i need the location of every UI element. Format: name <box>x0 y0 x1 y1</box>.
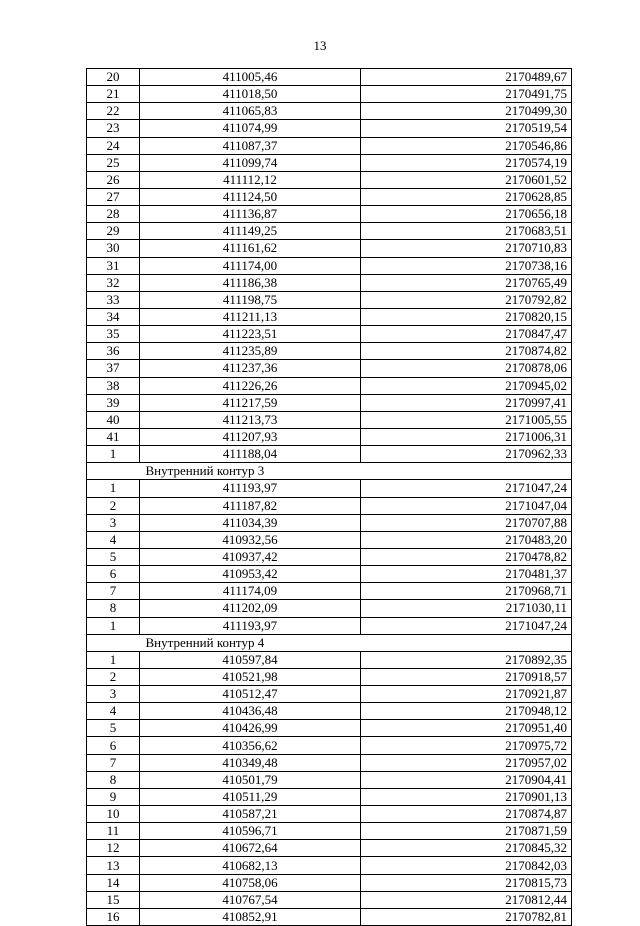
coordinates-table-body <box>87 69 572 926</box>
table-row <box>87 206 572 223</box>
x-coordinate-cell: 410596,71 <box>140 823 361 840</box>
x-coordinate-cell: 411193,97 <box>140 617 361 634</box>
x-coordinate-cell: 410953,42 <box>140 566 361 583</box>
point-number-cell: 27 <box>87 188 140 205</box>
x-coordinate-cell: 411034,39 <box>140 514 361 531</box>
y-coordinate-cell: 2170847,47 <box>361 326 572 343</box>
y-coordinate-cell: 2170904,41 <box>361 771 572 788</box>
x-coordinate-cell: 411198,75 <box>140 291 361 308</box>
section-title: Внутренний контур 4 <box>140 634 572 651</box>
y-coordinate-cell: 2170951,40 <box>361 720 572 737</box>
point-number-cell: 6 <box>87 566 140 583</box>
y-coordinate-cell: 2170812,44 <box>361 891 572 908</box>
point-number-cell: 12 <box>87 840 140 857</box>
y-coordinate-cell: 2170483,20 <box>361 531 572 548</box>
x-coordinate-cell: 410436,48 <box>140 703 361 720</box>
x-coordinate-cell: 411187,82 <box>140 497 361 514</box>
table-row <box>87 69 572 86</box>
x-coordinate-cell: 411074,99 <box>140 120 361 137</box>
table-row <box>87 857 572 874</box>
table-row <box>87 617 572 634</box>
y-coordinate-cell: 2170792,82 <box>361 291 572 308</box>
y-coordinate-cell: 2170782,81 <box>361 908 572 925</box>
y-coordinate-cell: 2170892,35 <box>361 651 572 668</box>
x-coordinate-cell: 410932,56 <box>140 531 361 548</box>
section-header-row <box>87 634 572 651</box>
table-row <box>87 446 572 463</box>
y-coordinate-cell: 2170489,67 <box>361 69 572 86</box>
point-number-cell: 40 <box>87 411 140 428</box>
y-coordinate-cell: 2170499,30 <box>361 103 572 120</box>
x-coordinate-cell: 410501,79 <box>140 771 361 788</box>
y-coordinate-cell: 2170765,49 <box>361 274 572 291</box>
point-number-cell: 2 <box>87 497 140 514</box>
x-coordinate-cell: 410937,42 <box>140 548 361 565</box>
y-coordinate-cell: 2170918,57 <box>361 668 572 685</box>
point-number-cell: 6 <box>87 737 140 754</box>
point-number-cell: 41 <box>87 428 140 445</box>
x-coordinate-cell: 411018,50 <box>140 86 361 103</box>
section-header-row <box>87 463 572 480</box>
x-coordinate-cell: 410672,64 <box>140 840 361 857</box>
y-coordinate-cell: 2171005,55 <box>361 411 572 428</box>
table-row <box>87 291 572 308</box>
y-coordinate-cell: 2170683,51 <box>361 223 572 240</box>
y-coordinate-cell: 2170948,12 <box>361 703 572 720</box>
point-number-cell: 8 <box>87 771 140 788</box>
table-row <box>87 394 572 411</box>
y-coordinate-cell: 2170707,88 <box>361 514 572 531</box>
x-coordinate-cell: 411124,50 <box>140 188 361 205</box>
point-number-cell: 31 <box>87 257 140 274</box>
x-coordinate-cell: 411087,37 <box>140 137 361 154</box>
x-coordinate-cell: 411235,89 <box>140 343 361 360</box>
point-number-cell: 38 <box>87 377 140 394</box>
y-coordinate-cell: 2170845,32 <box>361 840 572 857</box>
point-number-cell: 1 <box>87 480 140 497</box>
y-coordinate-cell: 2170601,52 <box>361 171 572 188</box>
x-coordinate-cell: 411202,09 <box>140 600 361 617</box>
x-coordinate-cell: 411136,87 <box>140 206 361 223</box>
x-coordinate-cell: 410597,84 <box>140 651 361 668</box>
point-number-cell: 39 <box>87 394 140 411</box>
point-number-cell: 22 <box>87 103 140 120</box>
table-row <box>87 600 572 617</box>
y-coordinate-cell: 2170478,82 <box>361 548 572 565</box>
table-row <box>87 326 572 343</box>
y-coordinate-cell: 2170491,75 <box>361 86 572 103</box>
y-coordinate-cell: 2171047,04 <box>361 497 572 514</box>
table-row <box>87 806 572 823</box>
table-row <box>87 171 572 188</box>
y-coordinate-cell: 2170957,02 <box>361 754 572 771</box>
table-row <box>87 908 572 925</box>
table-row <box>87 514 572 531</box>
y-coordinate-cell: 2170710,83 <box>361 240 572 257</box>
point-number-cell: 28 <box>87 206 140 223</box>
point-number-cell: 14 <box>87 874 140 891</box>
y-coordinate-cell: 2170820,15 <box>361 308 572 325</box>
point-number-cell: 16 <box>87 908 140 925</box>
table-row <box>87 480 572 497</box>
x-coordinate-cell: 411211,13 <box>140 308 361 325</box>
table-row <box>87 86 572 103</box>
y-coordinate-cell: 2170945,02 <box>361 377 572 394</box>
x-coordinate-cell: 410682,13 <box>140 857 361 874</box>
point-number-cell: 8 <box>87 600 140 617</box>
y-coordinate-cell: 2170842,03 <box>361 857 572 874</box>
x-coordinate-cell: 410852,91 <box>140 908 361 925</box>
table-row <box>87 788 572 805</box>
y-coordinate-cell: 2171047,24 <box>361 617 572 634</box>
table-row <box>87 377 572 394</box>
table-row <box>87 754 572 771</box>
x-coordinate-cell: 411213,73 <box>140 411 361 428</box>
table-row <box>87 103 572 120</box>
table-row <box>87 668 572 685</box>
x-coordinate-cell: 410356,62 <box>140 737 361 754</box>
point-number-cell: 37 <box>87 360 140 377</box>
point-number-cell: 36 <box>87 343 140 360</box>
point-number-cell: 1 <box>87 446 140 463</box>
point-number-cell: 21 <box>87 86 140 103</box>
point-number-cell: 3 <box>87 514 140 531</box>
x-coordinate-cell: 411161,62 <box>140 240 361 257</box>
x-coordinate-cell: 410521,98 <box>140 668 361 685</box>
y-coordinate-cell: 2170874,87 <box>361 806 572 823</box>
section-spacer-cell <box>87 634 140 651</box>
y-coordinate-cell: 2170519,54 <box>361 120 572 137</box>
point-number-cell: 7 <box>87 754 140 771</box>
y-coordinate-cell: 2171006,31 <box>361 428 572 445</box>
point-number-cell: 5 <box>87 720 140 737</box>
table-row <box>87 720 572 737</box>
table-row <box>87 360 572 377</box>
x-coordinate-cell: 411193,97 <box>140 480 361 497</box>
section-spacer-cell <box>87 463 140 480</box>
point-number-cell: 10 <box>87 806 140 823</box>
point-number-cell: 33 <box>87 291 140 308</box>
y-coordinate-cell: 2170738,16 <box>361 257 572 274</box>
y-coordinate-cell: 2170871,59 <box>361 823 572 840</box>
table-row <box>87 497 572 514</box>
x-coordinate-cell: 411065,83 <box>140 103 361 120</box>
x-coordinate-cell: 411226,26 <box>140 377 361 394</box>
x-coordinate-cell: 411174,09 <box>140 583 361 600</box>
point-number-cell: 11 <box>87 823 140 840</box>
table-row <box>87 531 572 548</box>
x-coordinate-cell: 411207,93 <box>140 428 361 445</box>
y-coordinate-cell: 2170481,37 <box>361 566 572 583</box>
point-number-cell: 29 <box>87 223 140 240</box>
point-number-cell: 20 <box>87 69 140 86</box>
x-coordinate-cell: 411237,36 <box>140 360 361 377</box>
point-number-cell: 13 <box>87 857 140 874</box>
x-coordinate-cell: 411174,00 <box>140 257 361 274</box>
table-row <box>87 737 572 754</box>
x-coordinate-cell: 410758,06 <box>140 874 361 891</box>
table-row <box>87 891 572 908</box>
table-row <box>87 566 572 583</box>
y-coordinate-cell: 2170628,85 <box>361 188 572 205</box>
x-coordinate-cell: 411005,46 <box>140 69 361 86</box>
table-row <box>87 651 572 668</box>
point-number-cell: 23 <box>87 120 140 137</box>
page-number: 13 <box>313 38 327 53</box>
point-number-cell: 34 <box>87 308 140 325</box>
y-coordinate-cell: 2170815,73 <box>361 874 572 891</box>
point-number-cell: 1 <box>87 617 140 634</box>
point-number-cell: 4 <box>87 703 140 720</box>
y-coordinate-cell: 2170878,06 <box>361 360 572 377</box>
x-coordinate-cell: 410426,99 <box>140 720 361 737</box>
table-row <box>87 308 572 325</box>
y-coordinate-cell: 2170574,19 <box>361 154 572 171</box>
x-coordinate-cell: 411217,59 <box>140 394 361 411</box>
point-number-cell: 9 <box>87 788 140 805</box>
x-coordinate-cell: 411186,38 <box>140 274 361 291</box>
table-row <box>87 840 572 857</box>
y-coordinate-cell: 2170546,86 <box>361 137 572 154</box>
coordinates-table <box>86 68 572 926</box>
section-title: Внутренний контур 3 <box>140 463 572 480</box>
x-coordinate-cell: 410587,21 <box>140 806 361 823</box>
table-row <box>87 257 572 274</box>
point-number-cell: 26 <box>87 171 140 188</box>
x-coordinate-cell: 411223,51 <box>140 326 361 343</box>
table-row <box>87 343 572 360</box>
table-row <box>87 583 572 600</box>
x-coordinate-cell: 410349,48 <box>140 754 361 771</box>
y-coordinate-cell: 2171030,11 <box>361 600 572 617</box>
y-coordinate-cell: 2170975,72 <box>361 737 572 754</box>
y-coordinate-cell: 2170921,87 <box>361 686 572 703</box>
y-coordinate-cell: 2170968,71 <box>361 583 572 600</box>
point-number-cell: 30 <box>87 240 140 257</box>
point-number-cell: 7 <box>87 583 140 600</box>
y-coordinate-cell: 2170656,18 <box>361 206 572 223</box>
y-coordinate-cell: 2170962,33 <box>361 446 572 463</box>
x-coordinate-cell: 410511,29 <box>140 788 361 805</box>
table-row <box>87 188 572 205</box>
table-row <box>87 428 572 445</box>
point-number-cell: 4 <box>87 531 140 548</box>
table-row <box>87 154 572 171</box>
x-coordinate-cell: 410512,47 <box>140 686 361 703</box>
point-number-cell: 5 <box>87 548 140 565</box>
point-number-cell: 15 <box>87 891 140 908</box>
table-row <box>87 274 572 291</box>
table-row <box>87 823 572 840</box>
x-coordinate-cell: 410767,54 <box>140 891 361 908</box>
table-row <box>87 548 572 565</box>
table-row <box>87 874 572 891</box>
table-row <box>87 223 572 240</box>
table-row <box>87 771 572 788</box>
table-row <box>87 120 572 137</box>
y-coordinate-cell: 2171047,24 <box>361 480 572 497</box>
point-number-cell: 3 <box>87 686 140 703</box>
y-coordinate-cell: 2170901,13 <box>361 788 572 805</box>
point-number-cell: 32 <box>87 274 140 291</box>
point-number-cell: 1 <box>87 651 140 668</box>
table-row <box>87 703 572 720</box>
x-coordinate-cell: 411188,04 <box>140 446 361 463</box>
table-row <box>87 240 572 257</box>
point-number-cell: 24 <box>87 137 140 154</box>
y-coordinate-cell: 2170874,82 <box>361 343 572 360</box>
y-coordinate-cell: 2170997,41 <box>361 394 572 411</box>
point-number-cell: 25 <box>87 154 140 171</box>
table-row <box>87 686 572 703</box>
x-coordinate-cell: 411099,74 <box>140 154 361 171</box>
x-coordinate-cell: 411112,12 <box>140 171 361 188</box>
point-number-cell: 35 <box>87 326 140 343</box>
x-coordinate-cell: 411149,25 <box>140 223 361 240</box>
table-row <box>87 411 572 428</box>
table-row <box>87 137 572 154</box>
point-number-cell: 2 <box>87 668 140 685</box>
